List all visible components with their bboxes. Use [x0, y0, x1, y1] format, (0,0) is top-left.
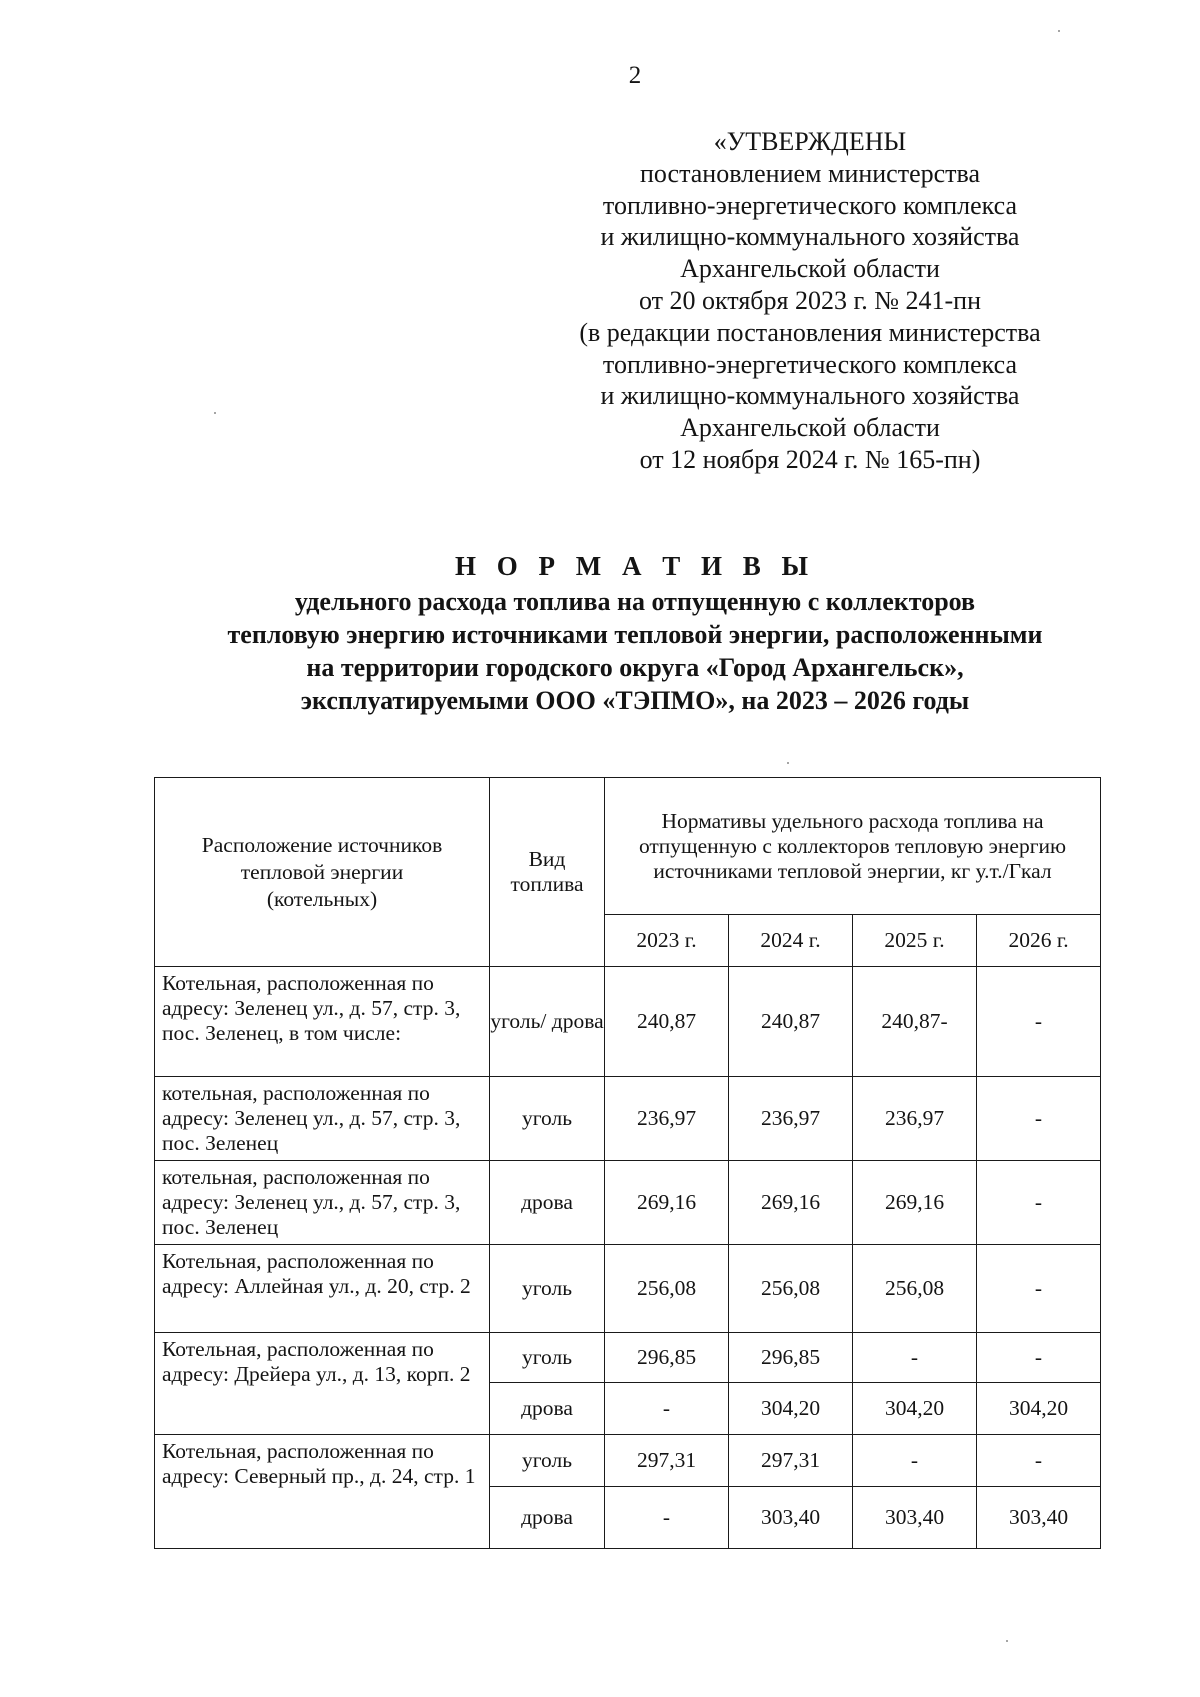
value-cell: 303,40 — [853, 1487, 977, 1549]
value-cell: 236,97 — [729, 1077, 853, 1161]
location-column-header: Расположение источников тепловой энергии (котельных) — [155, 778, 490, 967]
approval-line: «УТВЕРЖДЕНЫ — [713, 127, 907, 156]
approval-line: Архангельской области — [680, 413, 940, 443]
value-cell: 296,85 — [605, 1333, 729, 1383]
value-cell: - — [605, 1487, 729, 1549]
value-cell: 297,31 — [729, 1435, 853, 1487]
fuel-cell: дрова — [490, 1487, 605, 1549]
approval-line: от 12 ноября 2024 г. № 165-пн) — [639, 444, 981, 474]
scan-speck — [787, 762, 789, 764]
approval-line: от 20 октября 2023 г. № 241-пн — [639, 285, 981, 315]
approval-line: топливно-энергетического комплекса — [602, 349, 1018, 379]
fuel-cell: уголь — [490, 1435, 605, 1487]
value-cell: 240,87 — [605, 967, 729, 1077]
approval-line: и жилищно-коммунального хозяйства — [600, 222, 1020, 252]
value-cell: 296,85 — [729, 1333, 853, 1383]
approval-line: Архангельской области — [680, 254, 940, 284]
value-cell: 303,40 — [977, 1487, 1101, 1549]
fuel-cell: дрова — [490, 1383, 605, 1435]
value-cell: - — [977, 1077, 1101, 1161]
value-cell: - — [977, 1435, 1101, 1487]
value-cell: 297,31 — [605, 1435, 729, 1487]
value-cell: - — [977, 967, 1101, 1077]
scan-speck — [1006, 1640, 1008, 1642]
value-cell: 256,08 — [853, 1245, 977, 1333]
year-header-2024: 2024 г. — [729, 915, 853, 967]
fuel-cell: уголь/ дрова — [490, 967, 605, 1077]
value-cell: 304,20 — [853, 1383, 977, 1435]
location-cell: Котельная, расположенная по адресу: Аллейная ул., д. 20, стр. 2 — [155, 1245, 490, 1333]
document-title — [0, 550, 1200, 717]
value-cell: 269,16 — [729, 1161, 853, 1245]
title-heading: Н О Р М А Т И В Ы — [454, 551, 815, 581]
value-cell: 236,97 — [605, 1077, 729, 1161]
value-cell: 236,97 — [853, 1077, 977, 1161]
location-cell: Котельная, расположенная по адресу: Зеленец ул., д. 57, стр. 3, пос. Зеленец, в том числе: — [155, 967, 490, 1077]
value-cell: 304,20 — [977, 1383, 1101, 1435]
page-number: 2 — [628, 62, 642, 89]
title-line: тепловую энергию источниками тепловой энергии, расположенными — [227, 620, 1043, 649]
table-row — [155, 1077, 1101, 1161]
scan-speck — [214, 412, 216, 414]
title-line: удельного расхода топлива на отпущенную с коллекторов — [294, 587, 976, 616]
scan-speck — [1058, 30, 1060, 32]
table-row — [155, 1333, 1101, 1383]
year-header-2026: 2026 г. — [977, 915, 1101, 967]
value-cell: 304,20 — [729, 1383, 853, 1435]
location-cell: котельная, расположенная по адресу: Зеленец ул., д. 57, стр. 3, пос. Зеленец — [155, 1161, 490, 1245]
value-cell: - — [977, 1333, 1101, 1383]
value-cell: - — [977, 1161, 1101, 1245]
fuel-column-header: Вид топлива — [490, 778, 605, 967]
value-cell: - — [853, 1435, 977, 1487]
table-row — [155, 1161, 1101, 1245]
value-cell: 240,87 — [729, 967, 853, 1077]
table-row — [155, 1435, 1101, 1487]
table-row — [155, 1245, 1101, 1333]
value-cell: 303,40 — [729, 1487, 853, 1549]
fuel-cell: уголь — [490, 1245, 605, 1333]
approval-line: и жилищно-коммунального хозяйства — [600, 381, 1020, 411]
norms-table — [154, 777, 1101, 1549]
approval-line: (в редакции постановления министерства — [579, 317, 1041, 347]
approval-line: постановлением министерства — [639, 158, 981, 188]
value-cell: 269,16 — [853, 1161, 977, 1245]
location-cell: котельная, расположенная по адресу: Зеленец ул., д. 57, стр. 3, пос. Зеленец — [155, 1077, 490, 1161]
fuel-cell: уголь — [490, 1333, 605, 1383]
approval-block — [540, 126, 1080, 476]
value-cell: 240,87- — [853, 967, 977, 1077]
value-cell: 256,08 — [605, 1245, 729, 1333]
norms-column-header: Нормативы удельного расхода топлива на отпущенную с коллекторов тепловую энергию источниками тепловой энергии, кг у.т./Гкал — [605, 778, 1101, 915]
approval-line: топливно-энергетического комплекса — [602, 190, 1018, 220]
value-cell: - — [605, 1383, 729, 1435]
location-cell: Котельная, расположенная по адресу: Дрейера ул., д. 13, корп. 2 — [155, 1333, 490, 1435]
value-cell: 256,08 — [729, 1245, 853, 1333]
fuel-cell: уголь — [490, 1077, 605, 1161]
location-cell: Котельная, расположенная по адресу: Северный пр., д. 24, стр. 1 — [155, 1435, 490, 1549]
table-row — [155, 967, 1101, 1077]
title-line: на территории городского округа «Город Архангельск», — [306, 653, 964, 682]
table-header-row — [155, 778, 1101, 915]
title-line: эксплуатируемыми ООО «ТЭПМО», на 2023 – 2026 годы — [300, 686, 970, 715]
value-cell: 269,16 — [605, 1161, 729, 1245]
year-header-2025: 2025 г. — [853, 915, 977, 967]
value-cell: - — [977, 1245, 1101, 1333]
value-cell: - — [853, 1333, 977, 1383]
year-header-2023: 2023 г. — [605, 915, 729, 967]
fuel-cell: дрова — [490, 1161, 605, 1245]
